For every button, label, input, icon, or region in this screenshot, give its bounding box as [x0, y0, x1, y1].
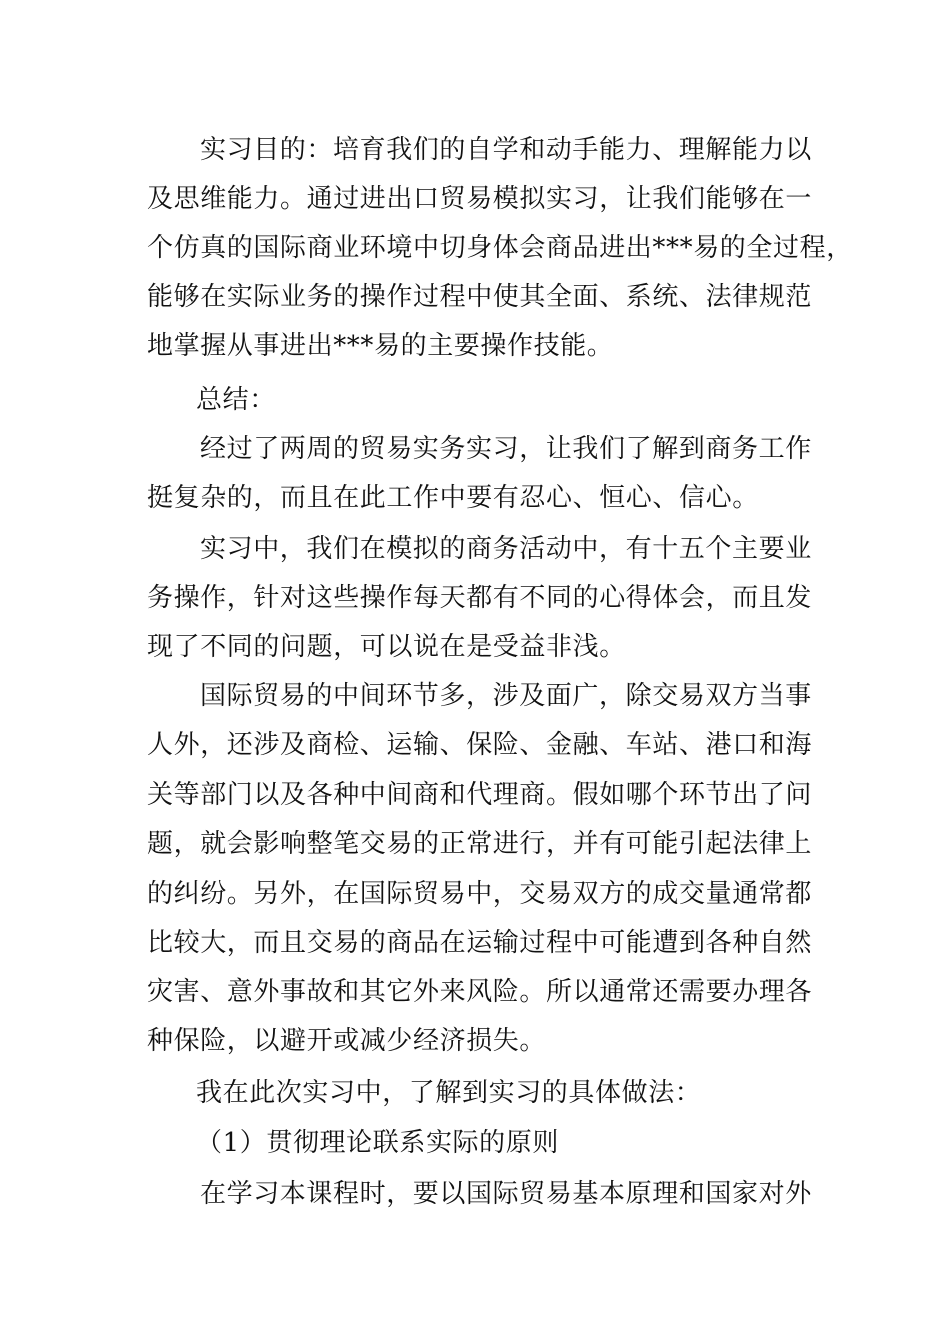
paragraph-trade-line-2: 人外，还涉及商检、运输、保险、金融、车站、港口和海: [147, 730, 813, 760]
paragraph-trade-line-4: 题，就会影响整笔交易的正常进行，并有可能引起法律上: [147, 829, 813, 859]
paragraph-summary-line-2: 挺复杂的，而且在此工作中要有忍心、恒心、信心。: [147, 483, 759, 513]
paragraph-trade-line-6: 比较大，而且交易的商品在运输过程中可能遭到各种自然: [147, 928, 813, 958]
paragraph-method-line-1: 在学习本课程时，要以国际贸易基本原理和国家对外: [200, 1179, 812, 1209]
paragraph-purpose-line-3: 个仿真的国际商业环境中切身体会商品进出***易的全过程，: [147, 233, 853, 263]
paragraph-practice-line-2: 务操作，针对这些操作每天都有不同的心得体会，而且发: [147, 583, 813, 613]
summary-heading: 总结：: [196, 385, 276, 415]
paragraph-practice-line-3: 现了不同的问题，可以说在是受益非浅。: [147, 632, 626, 662]
paragraph-purpose-line-2: 及思维能力。通过进出口贸易模拟实习，让我们能够在一: [147, 184, 813, 214]
paragraph-trade-line-8: 种保险，以避开或减少经济损失。: [147, 1026, 547, 1056]
method-item-1-heading: （1）贯彻理论联系实际的原则: [196, 1128, 559, 1158]
paragraph-purpose-line-1: 实习目的：培育我们的自学和动手能力、理解能力以: [200, 135, 812, 165]
paragraph-method-intro: 我在此次实习中，了解到实习的具体做法：: [196, 1078, 702, 1108]
paragraph-trade-line-5: 的纠纷。另外，在国际贸易中，交易双方的成交量通常都: [147, 879, 813, 909]
paragraph-trade-line-7: 灾害、意外事故和其它外来风险。所以通常还需要办理各: [147, 977, 813, 1007]
paragraph-trade-line-3: 关等部门以及各种中间商和代理商。假如哪个环节出了问: [147, 780, 813, 810]
paragraph-trade-line-1: 国际贸易的中间环节多，涉及面广，除交易双方当事: [200, 681, 812, 711]
paragraph-purpose-line-5: 地掌握从事进出***易的主要操作技能。: [147, 331, 614, 361]
paragraph-practice-line-1: 实习中，我们在模拟的商务活动中，有十五个主要业: [200, 534, 812, 564]
paragraph-summary-line-1: 经过了两周的贸易实务实习，让我们了解到商务工作: [200, 434, 812, 464]
paragraph-purpose-line-4: 能够在实际业务的操作过程中使其全面、系统、法律规范: [147, 282, 813, 312]
